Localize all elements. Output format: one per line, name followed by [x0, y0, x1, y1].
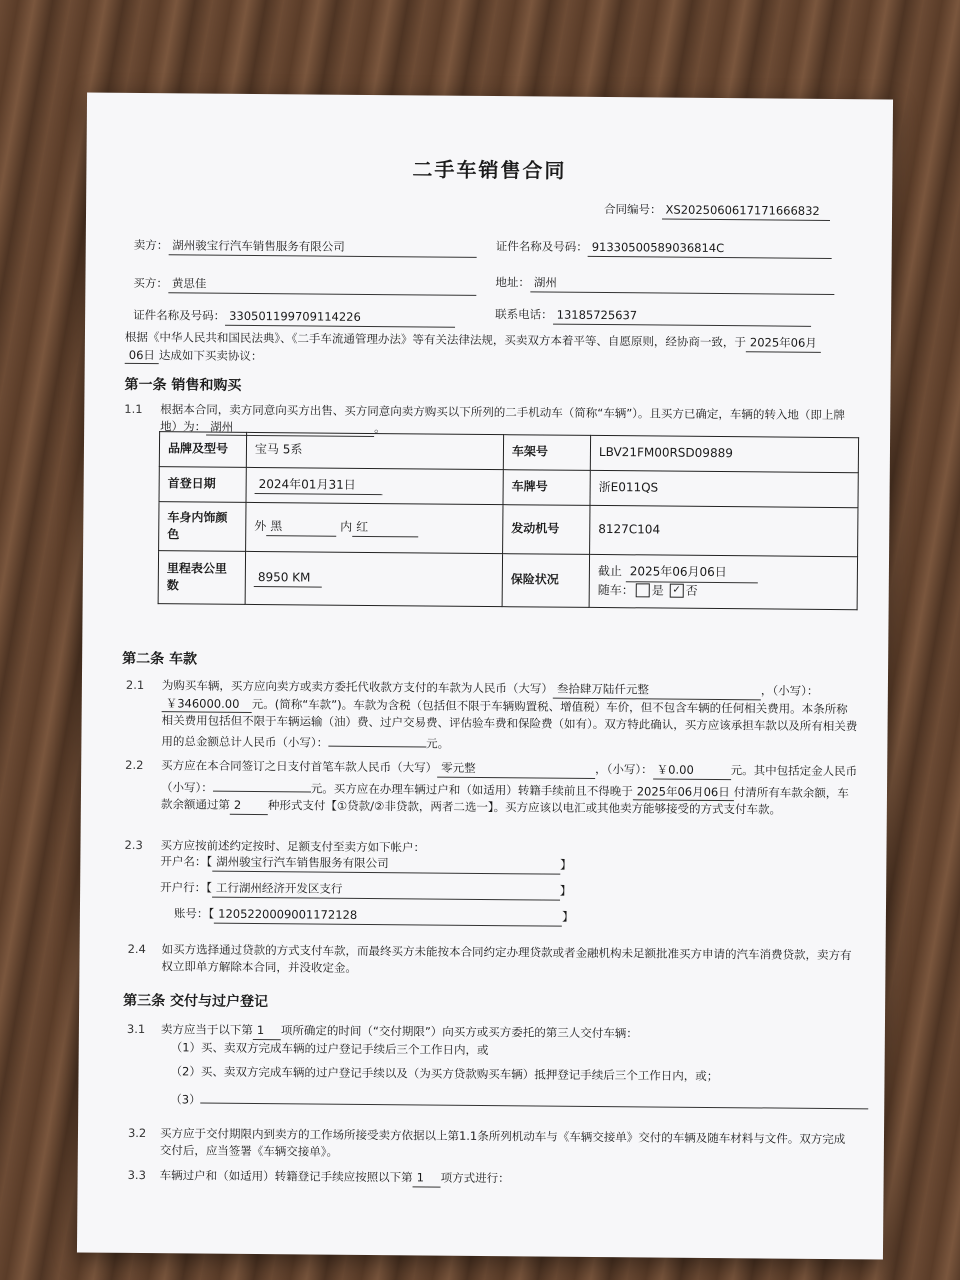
buyer-phone: 13185725637	[553, 307, 811, 327]
mileage-cell	[245, 551, 502, 606]
insurance-label: 保险状况	[502, 554, 589, 608]
clause-3-1-number: 3.1	[126, 1021, 146, 1037]
buyer-name: 黄思佳	[168, 275, 476, 295]
final-payment-date: 2025年06月06日	[633, 783, 734, 802]
price-amount: ￥346000.00	[162, 695, 252, 713]
clause-3-2: 买方应于交付期限内到卖方的工作场所接受卖方依据以上第1.1条所列机动车与《车辆交接单》交付的车辆及随车材料与文件。双方完成交付后，应当签署《车辆交接单》。	[159, 1126, 846, 1159]
seller-id-row: 证件名称及号码： 91330500589036814C	[496, 238, 832, 259]
clause-2-4-number: 2.4	[127, 941, 146, 957]
down-payment-amount: ￥0.00	[653, 761, 731, 779]
contract-paper	[77, 93, 893, 1260]
engine-value: 8127C104	[590, 505, 858, 556]
brand-label: 品牌及型号	[159, 432, 246, 468]
buyer-id-row: 证件名称及号码： 330501199709114226	[133, 307, 455, 327]
preamble: 根据《中华人民共和国民法典》、《二手车流通管理办法》等有关法律法规，买卖双方本着平等、自愿原则，经协商一致，于 2025年06月06日 达成如下买卖协议：	[125, 329, 855, 371]
clause-3-2-number: 3.2	[127, 1125, 147, 1141]
clause-2-1-number: 2.1	[125, 677, 145, 693]
reg-date-label: 首登日期	[159, 467, 246, 503]
clause-2-1: 为购买车辆，买方应向卖方或卖方委托代收款方支付的车款为人民币（大写） 叁拾肆万陆仟元整 ，（小写）：￥346000.00 元。(简称“车款”)。车款为含税（包括但不限于车辆购置税、增值税）车价，但不包含车辆的任何相关费用。本条所称相关费用包括但不限于车辆运输（油）费、过户交易费、评估验车费和保险费（如有）。双方特此确认，买方应该承担车款以及所有相关费用的总金额总计人民币（小写）： 元。	[161, 678, 858, 751]
insurance-cell: 截止 2025年06月06日 随车： 是 ✓ 否	[589, 554, 857, 609]
clause-2-2-number: 2.2	[125, 757, 144, 773]
clause-2-3: 买方应按前述约定按时、足额支付至卖方如下帐户：	[160, 838, 426, 855]
no-checkbox[interactable]: ✓	[670, 584, 684, 598]
insurance-date: 2025年06月06日	[626, 563, 758, 583]
delivery-option-2: （2）买、卖双方完成车辆的过户登记手续以及（为买方贷款购买车辆）抵押登记手续后三个工作日内，或；	[170, 1064, 719, 1084]
buyer-address-row: 地址： 湖州	[495, 274, 834, 295]
seller-id: 91330500589036814C	[588, 239, 832, 259]
agreement-date-month: 2025年06月	[746, 334, 821, 352]
yes-checkbox[interactable]	[636, 583, 650, 597]
clause-3-1: 卖方应当于以下第 1 项所确定的时间（“交付期限”）向买方或买方委托的第三人交付车辆：	[160, 1022, 638, 1041]
buyer-phone-row: 联系电话： 13185725637	[495, 306, 811, 326]
plate-value: 浙E011QS	[590, 470, 858, 507]
buyer-row: 买方： 黄思佳	[133, 275, 476, 296]
delivery-option-3: （3）	[170, 1087, 868, 1114]
vehicle-table	[158, 431, 859, 610]
account-name: 湖州骏宝行汽车销售服务有限公司	[212, 854, 560, 875]
delivery-option: 1	[253, 1022, 281, 1040]
down-payment-upper: 零元整	[437, 760, 595, 779]
contract-title: 二手车销售合同	[412, 157, 567, 183]
clause-3-3: 车辆过户和（如适用）转籍登记手续应按照以下第 1 项方式进行：	[160, 1167, 510, 1188]
price-upper: 叁拾肆万陆仟元整	[553, 681, 761, 700]
contract-number: 合同编号： XS2025060617171666832	[604, 201, 830, 221]
payment-option: 2	[230, 797, 268, 815]
reg-date-cell	[246, 467, 503, 504]
buyer-address: 湖州	[530, 274, 834, 294]
transfer-option: 1	[413, 1169, 441, 1187]
section-2-heading: 第二条 车款	[122, 650, 198, 668]
reg-date-value: 2024年01月31日	[255, 476, 383, 496]
vin-value: LBV21FM00RSD09889	[590, 435, 858, 472]
account-number-row: 账号：【 1205220009001172128 】	[174, 905, 574, 926]
contract-number-value: XS2025060617171666832	[661, 202, 829, 221]
plate-label: 车牌号	[503, 470, 590, 506]
seller-row: 卖方： 湖州骏宝行汽车销售服务有限公司	[134, 237, 477, 258]
engine-label: 发动机号	[503, 505, 590, 555]
table-row	[159, 502, 858, 557]
delivery-option-1: （1）买、卖双方完成车辆的过户登记手续后三个工作日内，或	[170, 1040, 489, 1058]
contract-document	[77, 93, 893, 1260]
clause-2-2: 买方应在本合同签订之日支付首笔车款人民币（大写） 零元整 ，（小写）： ￥0.00 元。其中包括定金人民币（小写）： 元。买方应在办理车辆过户和（如适用）转籍手续前且不得晚于 2025年06月06日 付清所有车款余额，车款余额通过第 2 种形式支付【①贷款/②非贷款，两者二选一】。买方应该以电汇或其他卖方能够接受的方式支付车款。	[160, 758, 858, 817]
interior-color: 红	[352, 519, 418, 538]
mileage-label: 里程表公里数	[158, 551, 245, 605]
section-3-heading: 第三条 交付与过户登记	[123, 992, 269, 1011]
buyer-id: 330501199709114226	[225, 308, 455, 328]
mileage-value: 8950 KM	[254, 569, 322, 588]
transfer-place: 湖州	[206, 418, 374, 437]
deposit-amount	[213, 775, 311, 792]
delivery-option-3-blank	[201, 1088, 869, 1110]
exterior-color: 黑	[266, 518, 336, 537]
vin-label: 车架号	[503, 435, 590, 471]
clause-2-3-number: 2.3	[124, 837, 143, 853]
brand-value: 宝马 5系	[246, 432, 503, 469]
agreement-date-day: 06日	[125, 347, 159, 365]
clause-1-1: 根据本合同，卖方同意向买方出售、买方同意向卖方购买以下所列的二手机动车（简称“车辆”）。且买方已确定，车辆的转入地（即上牌地）为： 湖州 。	[160, 401, 860, 441]
clause-2-4: 如买方选择通过贷款的方式支付车款，而最终买方未能按本合同约定办理贷款或者金融机构未足额批准买方申请的汽车消费贷款，卖方有权立即单方解除本合同，并没收定金。	[161, 942, 852, 975]
table-row	[158, 551, 857, 610]
color-cell: 外 黑 内 红	[246, 502, 503, 553]
color-label: 车身内饰颜色	[159, 502, 246, 552]
total-amount	[328, 731, 426, 748]
clause-3-3-number: 3.3	[127, 1167, 146, 1183]
section-1-heading: 第一条 销售和购买	[124, 376, 242, 394]
clause-1-1-number: 1.1	[124, 401, 143, 417]
bank-name: 工行湖州经济开发区支行	[212, 880, 560, 901]
account-number: 1205220009001172128	[214, 906, 562, 927]
account-name-row: 开户名：【 湖州骏宝行汽车销售服务有限公司 】	[160, 853, 571, 874]
bank-row: 开户行：【 工行湖州经济开发区支行 】	[160, 879, 571, 900]
seller-name: 湖州骏宝行汽车销售服务有限公司	[168, 237, 476, 257]
